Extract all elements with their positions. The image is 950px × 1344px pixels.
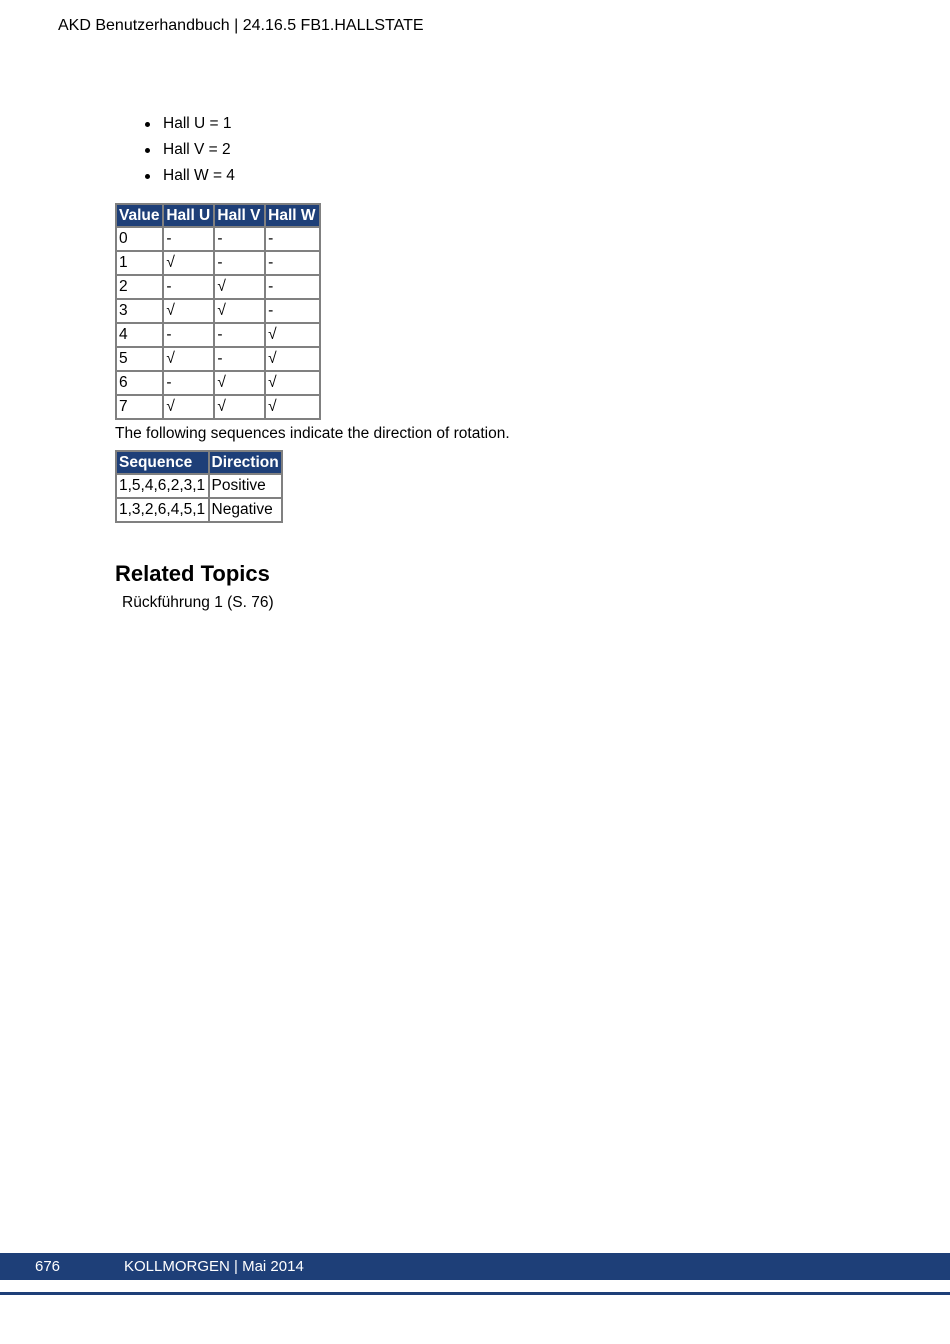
table-cell: √ xyxy=(215,300,266,324)
table-cell: - xyxy=(215,228,266,252)
hall-state-table xyxy=(115,203,321,420)
table-cell: √ xyxy=(215,396,266,418)
table-cell: - xyxy=(215,252,266,276)
table-cell: - xyxy=(266,276,319,300)
table-cell: - xyxy=(215,324,266,348)
table-cell: 1,5,4,6,2,3,1 xyxy=(117,475,210,499)
list-item: Hall V = 2 xyxy=(145,140,235,166)
page-header: AKD Benutzerhandbuch | 24.16.5 FB1.HALLSTATE xyxy=(58,17,424,34)
table-cell: √ xyxy=(268,398,277,415)
table-cell: Positive xyxy=(210,475,281,499)
table-cell: 1 xyxy=(117,252,164,276)
table-row xyxy=(117,372,319,396)
table-row xyxy=(117,300,319,324)
list-item: Hall U = 1 xyxy=(145,114,235,140)
table-cell: - xyxy=(266,252,319,276)
related-topic-link[interactable]: Rückführung 1 (S. 76) xyxy=(122,594,274,611)
table-row xyxy=(117,396,319,418)
table-row xyxy=(117,276,319,300)
table-row xyxy=(117,228,319,252)
table-cell: 1,3,2,6,4,5,1 xyxy=(117,499,210,521)
column-header-hall-w: Hall W xyxy=(266,205,319,228)
table-cell: √ xyxy=(215,372,266,396)
table-cell: - xyxy=(164,324,215,348)
table-cell: 4 xyxy=(117,324,164,348)
column-header-value: Value xyxy=(117,205,164,228)
table-cell: √ xyxy=(164,348,215,372)
hall-value-list xyxy=(145,114,235,192)
table-cell: - xyxy=(164,372,215,396)
table-cell: √ xyxy=(266,372,319,396)
table-row xyxy=(117,324,319,348)
list-item: Hall W = 4 xyxy=(145,166,235,192)
table-cell: - xyxy=(215,348,266,372)
table-cell: Negative xyxy=(211,501,273,518)
table-cell: - xyxy=(164,276,215,300)
table-cell: 6 xyxy=(117,372,164,396)
table-row xyxy=(117,475,281,499)
table-cell: 5 xyxy=(117,348,164,372)
page-number: 676 xyxy=(35,1258,61,1275)
table-cell: √ xyxy=(164,300,215,324)
table-cell: - xyxy=(266,300,319,324)
column-header-hall-u: Hall U xyxy=(164,205,215,228)
table-cell: 3 xyxy=(117,300,164,324)
table-cell: √ xyxy=(266,324,319,348)
footer-publisher: KOLLMORGEN | Mai 2014 xyxy=(124,1258,304,1275)
column-header-hall-v: Hall V xyxy=(215,205,266,228)
table-cell: - xyxy=(164,228,215,252)
column-header-direction: Direction xyxy=(210,452,281,475)
rotation-sequence-table xyxy=(115,450,283,523)
table-row xyxy=(117,252,319,276)
table-cell: √ xyxy=(164,396,215,418)
table-header-row xyxy=(117,205,319,228)
table-cell: 7 xyxy=(117,396,164,418)
table-row xyxy=(117,348,319,372)
table-cell: 2 xyxy=(117,276,164,300)
table-cell: √ xyxy=(215,276,266,300)
table-cell: - xyxy=(266,228,319,252)
footer-divider xyxy=(0,1292,950,1295)
column-header-sequence: Sequence xyxy=(117,452,210,475)
sequence-intro-text: The following sequences indicate the direction of rotation. xyxy=(115,425,510,442)
page-footer xyxy=(0,1253,950,1280)
table-header-row xyxy=(117,452,281,475)
table-row xyxy=(117,499,281,521)
table-cell: √ xyxy=(164,252,215,276)
table-cell: 0 xyxy=(117,228,164,252)
related-topics-heading: Related Topics xyxy=(115,561,270,586)
table-cell: √ xyxy=(266,348,319,372)
